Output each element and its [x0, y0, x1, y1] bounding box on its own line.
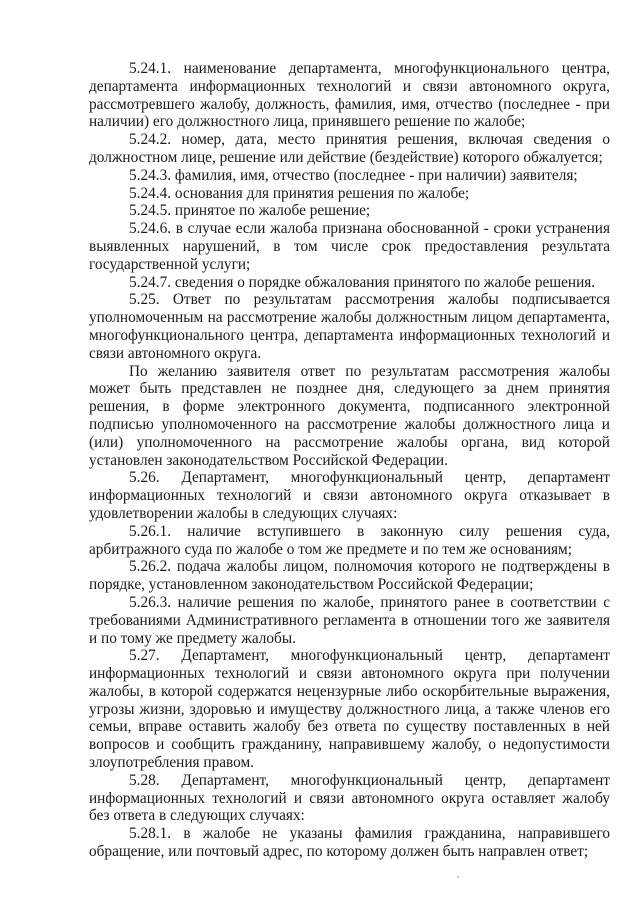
paragraph-5-24-6: 5.24.6. в случае если жалоба признана обоснованной - сроки устранения выявленных нарушений, в том числе срок предоставления результата государственной услуги;: [89, 220, 610, 273]
paragraph-5-28-1: 5.28.1. в жалобе не указаны фамилия гражданина, направившего обращение, или почтовый адрес, по которому должен быть направлен ответ;: [89, 825, 610, 861]
paragraph-5-26-2: 5.26.2. подача жалобы лицом, полномочия которого не подтверждены в порядке, установленном законодательством Российской Федерации;: [89, 558, 610, 594]
paragraph-5-26-3: 5.26.3. наличие решения по жалобе, принятого ранее в соответствии с требованиями Административного регламента в отношении того же заявителя и по тому же предмету жалобы.: [89, 593, 610, 647]
paragraph-5-24-5: 5.24.5. принятое по жалобе решение;: [129, 202, 371, 220]
scan-speck: [457, 876, 459, 878]
paragraph-5-25-electronic-answer: По желанию заявителя ответ по результатам рассмотрения жалобы может быть представлен не позднее дня, следующего за днем принятия решения, в форме электронного документа, подписанного электронной подписью уполномоченного на рассмотрение жалобы должностного лица и (или) уполномоченного на рассмотрение жалобы органа, вид которой установлен законодательством Российской Федерации.: [89, 362, 610, 469]
paragraph-5-24-7: 5.24.7. сведения о порядке обжалования принятого по жалобе решения.: [129, 273, 596, 291]
paragraph-5-24-2: 5.24.2. номер, дата, место принятия решения, включая сведения о должностном лице, решение или действие (бездействие) которого обжалуется;: [89, 131, 610, 166]
paragraph-5-27: 5.27. Департамент, многофункциональный центр, департамент информационных технологий и связи автономного округа при получении жалобы, в которой содержатся нецензурные либо оскорбительные выражения, угрозы жизни, здоровью и имуществу должностного лица, а также членов его семьи, вправе оставить жалобу без ответа по существу поставленных в ней вопросов и сообщить гражданину, направившему жалобу, о недопустимости злоупотребления правом.: [89, 647, 610, 772]
paragraph-5-24-1: 5.24.1. наименование департамента, многофункционального центра, департамента информационных технологий и связи автономного округа, рассмотревшего жалобу, должность, фамилия, имя, отчество (последнее - при наличии) его должностного лица, принявшего решение по жалобе;: [89, 60, 610, 131]
paragraph-5-28: 5.28. Департамент, многофункциональный центр, департамент информационных технологий и связи автономного округа оставляет жалобу без ответа в следующих случаях:: [89, 771, 610, 825]
paragraph-5-26-1: 5.26.1. наличие вступившего в законную силу решения суда, арбитражного суда по жалобе о том же предмете и по тем же основаниям;: [89, 522, 610, 558]
document-page: [89, 60, 610, 861]
paragraph-5-26: 5.26. Департамент, многофункциональный центр, департамент информационных технологий и связи автономного округа отказывает в удовлетворении жалобы в следующих случаях:: [89, 469, 610, 522]
paragraph-5-24-3: 5.24.3. фамилия, имя, отчество (последнее - при наличии) заявителя;: [129, 166, 578, 184]
paragraph-5-25: 5.25. Ответ по результатам рассмотрения жалобы подписывается уполномоченным на рассмотрение жалобы должностным лицом департамента, многофункционального центра, департамента информационных технологий и связи автономного округа.: [89, 291, 610, 362]
paragraph-5-24-4: 5.24.4. основания для принятия решения по жалобе;: [129, 184, 470, 202]
